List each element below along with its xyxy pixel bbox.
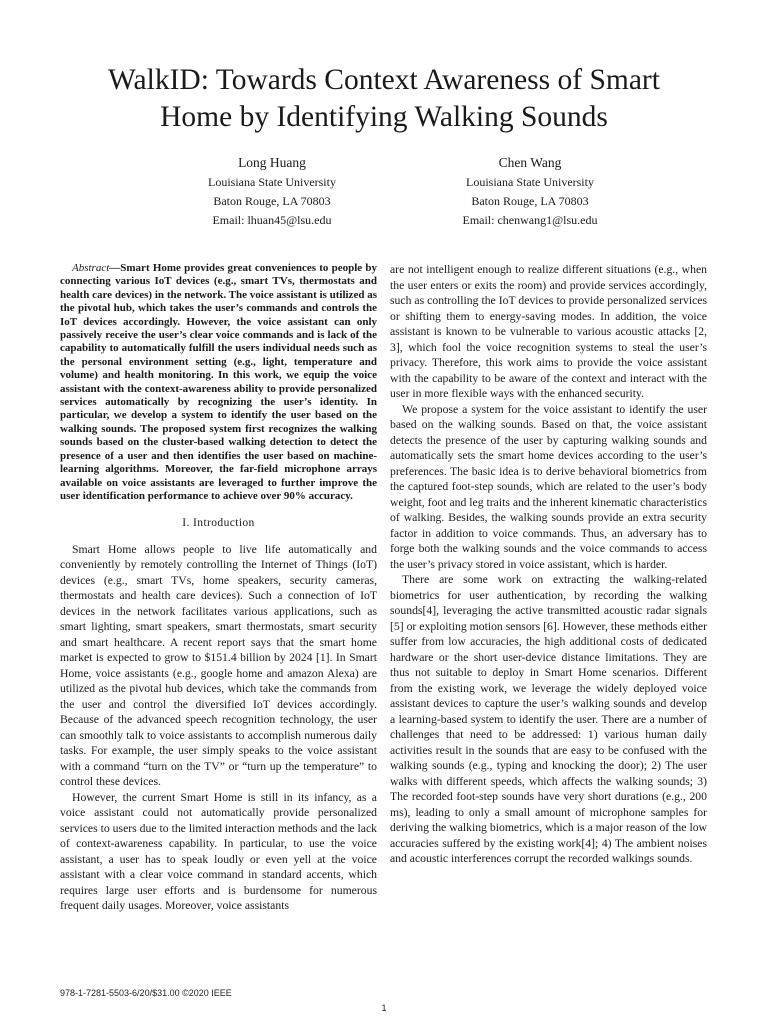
- author-block-1: [137, 153, 407, 230]
- abstract: [60, 262, 377, 503]
- body-paragraph: We propose a system for the voice assistant to identify the user based on the walking sounds. Based on that, the voice assistant detects the presence of the user by capturing walking sounds and automatically sets the smart home devices according to the user’s preferences. The basic idea is to derive behavioral biometrics from the captured foot-step sounds, which are related to the user’s body weight, foot and leg traits and the inherent kinematic characteristics of walking. Besides, the walking sounds provide an extra security factor in addition to voice commands. Thus, an adversary has to forge both the walking sounds and the voice commands to access the user’s privacy stored in voice assistant, which is harder.: [390, 402, 707, 571]
- section-heading-introduction: I. Introduction: [182, 517, 255, 530]
- author-address: Baton Rouge, LA 70803: [213, 194, 331, 208]
- body-paragraph: There are some work on extracting the walking-related biometrics for user authentication, by recording the walking sounds[4], leveraging the active transmitted acoustic radar signals [5] or exploiting motion sensors [6]. However, these methods either suffer from low accuracies, the high additional costs of dedicated hardware or the short user-device distance limitations. They are thus not suitable to deploy in Smart Home scenarios. Different from the existing work, we leverage the widely deployed voice assistant devices to capture the user’s walking sounds and develop a learning-based system to identify the user. There are a number of challenges that need to be addressed: 1) various human daily activities result in the sounds that are easy to be confused with the walking sounds (e.g., typing and knocking the door); 2) The user walks with different speeds, which affects the walking sounds; 3) The recorded foot-step sounds have very short durations (e.g., 200 ms), leading to only a small amount of microphone samples for deriving the walking biometrics, which is a major reason of the low accuracies suffered by the existing work[4]; 4) The ambient noises and acoustic interferences corrupt the recorded walkings sounds.: [390, 573, 707, 865]
- title-line-2: Home by Identifying Walking Sounds: [160, 101, 608, 133]
- author-email: Email: lhuan45@lsu.edu: [212, 213, 332, 227]
- author-address: Baton Rouge, LA 70803: [471, 194, 589, 208]
- paper-title: [40, 62, 728, 136]
- abstract-text: —Smart Home provides great conveniences to people by connecting various IoT devices (e.g., smart TVs, thermostats and health care devices) in the network. The voice assistant is utilized as the pivotal hub, which takes the user’s commands and controls the IoT devices accordingly. However, the voice assistant can only passively receive the user’s clear voice commands and is lack of the capability to automatically fulfill the users individual needs such as the personal environment setting (e.g., light, temperature and volume) and health monitoring. In this work, we equip the voice assistant with the context-awareness ability to provide personalized services automatically by recognizing the user’s identity. In particular, we develop a system to identify the user based on the walking sounds. The proposed system first recognizes the walking sounds based on the cluster-based walking detection to detect the presence of a user and then identifies the user based on machine-learning algorithms. Moreover, the far-field microphone arrays available on voice assistants are leveraged to further improve the user identification performance to achieve over 90% accuracy.: [60, 262, 377, 502]
- left-column: [60, 262, 377, 914]
- body-paragraph: are not intelligent enough to realize different situations (e.g., when the user enters or exits the room) and provide services accordingly, such as controlling the IoT devices to provide personalized services or shifting them to energy-saving modes. In addition, the voice assistant is known to be vulnerable to various acoustic attacks [2, 3], which fool the voice recognition systems to steal the user’s privacy. Therefore, this work aims to provide the voice assistant with the capability to be aware of the context and interact with the user in more flexible ways with the enhanced security.: [390, 263, 707, 400]
- abstract-label: Abstract: [72, 262, 110, 274]
- author-block-2: [395, 153, 665, 230]
- author-affiliation: Louisiana State University: [466, 175, 594, 189]
- body-paragraph: Smart Home allows people to live life automatically and conveniently by remotely controlling the Internet of Things (IoT) devices (e.g., smart TVs, home speakers, security cameras, thermostats and health care devices). Such a connection of IoT devices in the network facilitates various applications, such as smart lighting, smart speakers, smart thermostats, smart security and smart healthcare. A recent report says that the smart home market is expected to grow to $151.4 billion by 2024 [1]. In Smart Home, voice assistants (e.g., google home and amazon Alexa) are utilized as the pivotal hub devices, which take the commands from the user and control the diversified IoT devices accordingly. Because of the advanced speech recognition technology, the user can smoothly talk to voice assistants to accomplish numerous daily tasks. For example, the user simply speaks to the voice assistant with a command “turn on the TV” or “turn up the temperature” to control these devices.: [60, 542, 377, 789]
- copyright-footer: 978-1-7281-5503-6/20/$31.00 ©2020 IEEE: [60, 988, 232, 998]
- body-paragraph: However, the current Smart Home is still in its infancy, as a voice assistant could not automatically provide personalized services to users due to the limited interaction methods and the lack of context-awareness capability. In particular, to use the voice assistant, a user has to speak loudly or even yell at the voice assistant with a clear voice command in standard accents, which requires large user efforts and is burdensome for numerous frequent daily usages. Moreover, voice assistants: [60, 790, 377, 913]
- author-name: Chen Wang: [498, 155, 562, 170]
- title-line-1: WalkID: Towards Context Awareness of Smart: [108, 64, 660, 96]
- author-affiliation: Louisiana State University: [208, 175, 336, 189]
- author-name: Long Huang: [238, 155, 306, 170]
- right-column: [390, 262, 707, 867]
- page-number: 1: [381, 1003, 387, 1013]
- author-email: Email: chenwang1@lsu.edu: [462, 213, 598, 227]
